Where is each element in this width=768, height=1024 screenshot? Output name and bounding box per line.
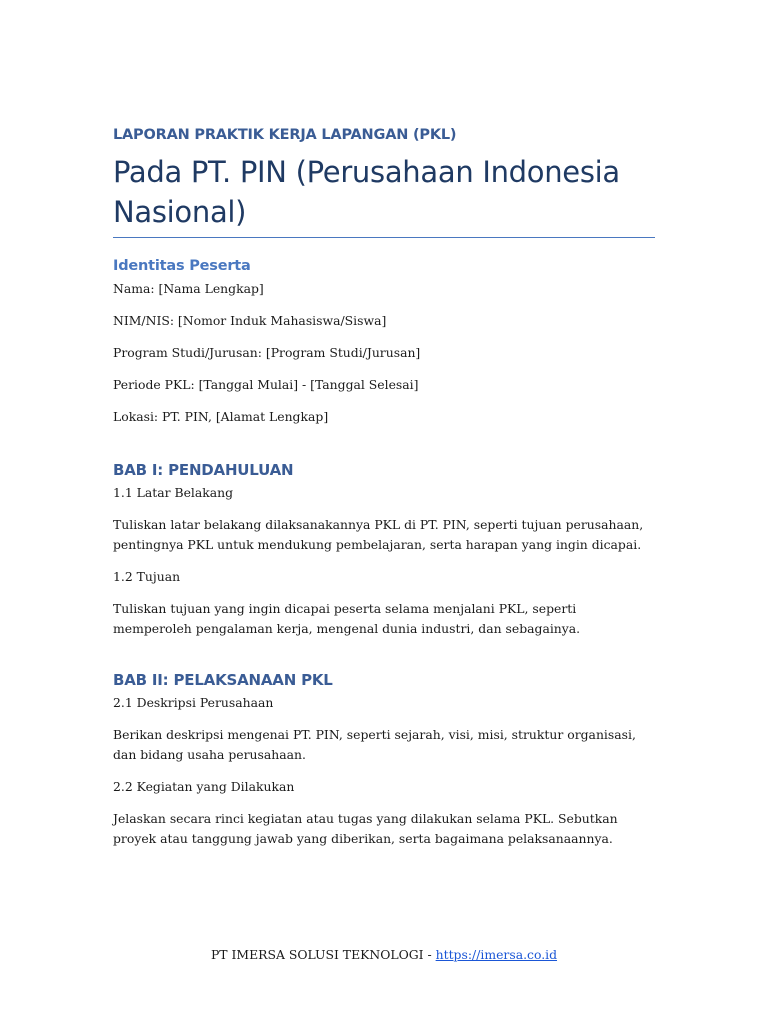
- bab2-section1-title: 2.1 Deskripsi Perusahaan: [113, 695, 274, 710]
- bab1-section1-title: 1.1 Latar Belakang: [113, 485, 234, 500]
- identity-heading: Identitas Peserta: [113, 258, 251, 274]
- bab2-section2-body: Jelaskan secara rinci kegiatan atau tugas yang dilakukan selama PKL. Sebutkan proyek atau tanggung jawab yang diberikan, serta bagaimana pelaksanaannya.: [113, 811, 618, 846]
- identity-location: Lokasi: PT. PIN, [Alamat Lengkap]: [113, 409, 329, 424]
- report-subtitle: LAPORAN PRAKTIK KERJA LAPANGAN (PKL): [113, 127, 457, 143]
- bab1-section1-body: Tuliskan latar belakang dilaksanakannya PKL di PT. PIN, seperti tujuan perusahaan, pentingnya PKL untuk mendukung pembelajaran, serta harapan yang ingin dicapai.: [113, 517, 644, 552]
- identity-program: Program Studi/Jurusan: [Program Studi/Jurusan]: [113, 345, 421, 360]
- bab2-section1-body: Berikan deskripsi mengenai PT. PIN, seperti sejarah, visi, misi, struktur organisasi, dan bidang usaha perusahaan.: [113, 727, 636, 762]
- identity-nim: NIM/NIS: [Nomor Induk Mahasiswa/Siswa]: [113, 313, 387, 328]
- identity-name: Nama: [Nama Lengkap]: [113, 281, 264, 296]
- footer-link[interactable]: https://imersa.co.id: [435, 947, 558, 962]
- identity-period: Periode PKL: [Tanggal Mulai] - [Tanggal Selesai]: [113, 377, 419, 392]
- bab2-section2-title: 2.2 Kegiatan yang Dilakukan: [113, 779, 295, 794]
- bab2-heading: BAB II: PELAKSANAAN PKL: [113, 671, 333, 689]
- title-divider: [113, 237, 655, 238]
- page-footer: [0, 946, 768, 964]
- bab1-section2-body: Tuliskan tujuan yang ingin dicapai peserta selama menjalani PKL, seperti memperoleh pengalaman kerja, mengenal dunia industri, dan sebagainya.: [113, 601, 581, 636]
- bab1-heading: BAB I: PENDAHULUAN: [113, 461, 294, 479]
- footer-company: PT IMERSA SOLUSI TEKNOLOGI -: [210, 947, 436, 962]
- report-title: Pada PT. PIN (Perusahaan Indonesia Nasional): [113, 155, 620, 229]
- bab1-section2-title: 1.2 Tujuan: [113, 569, 181, 584]
